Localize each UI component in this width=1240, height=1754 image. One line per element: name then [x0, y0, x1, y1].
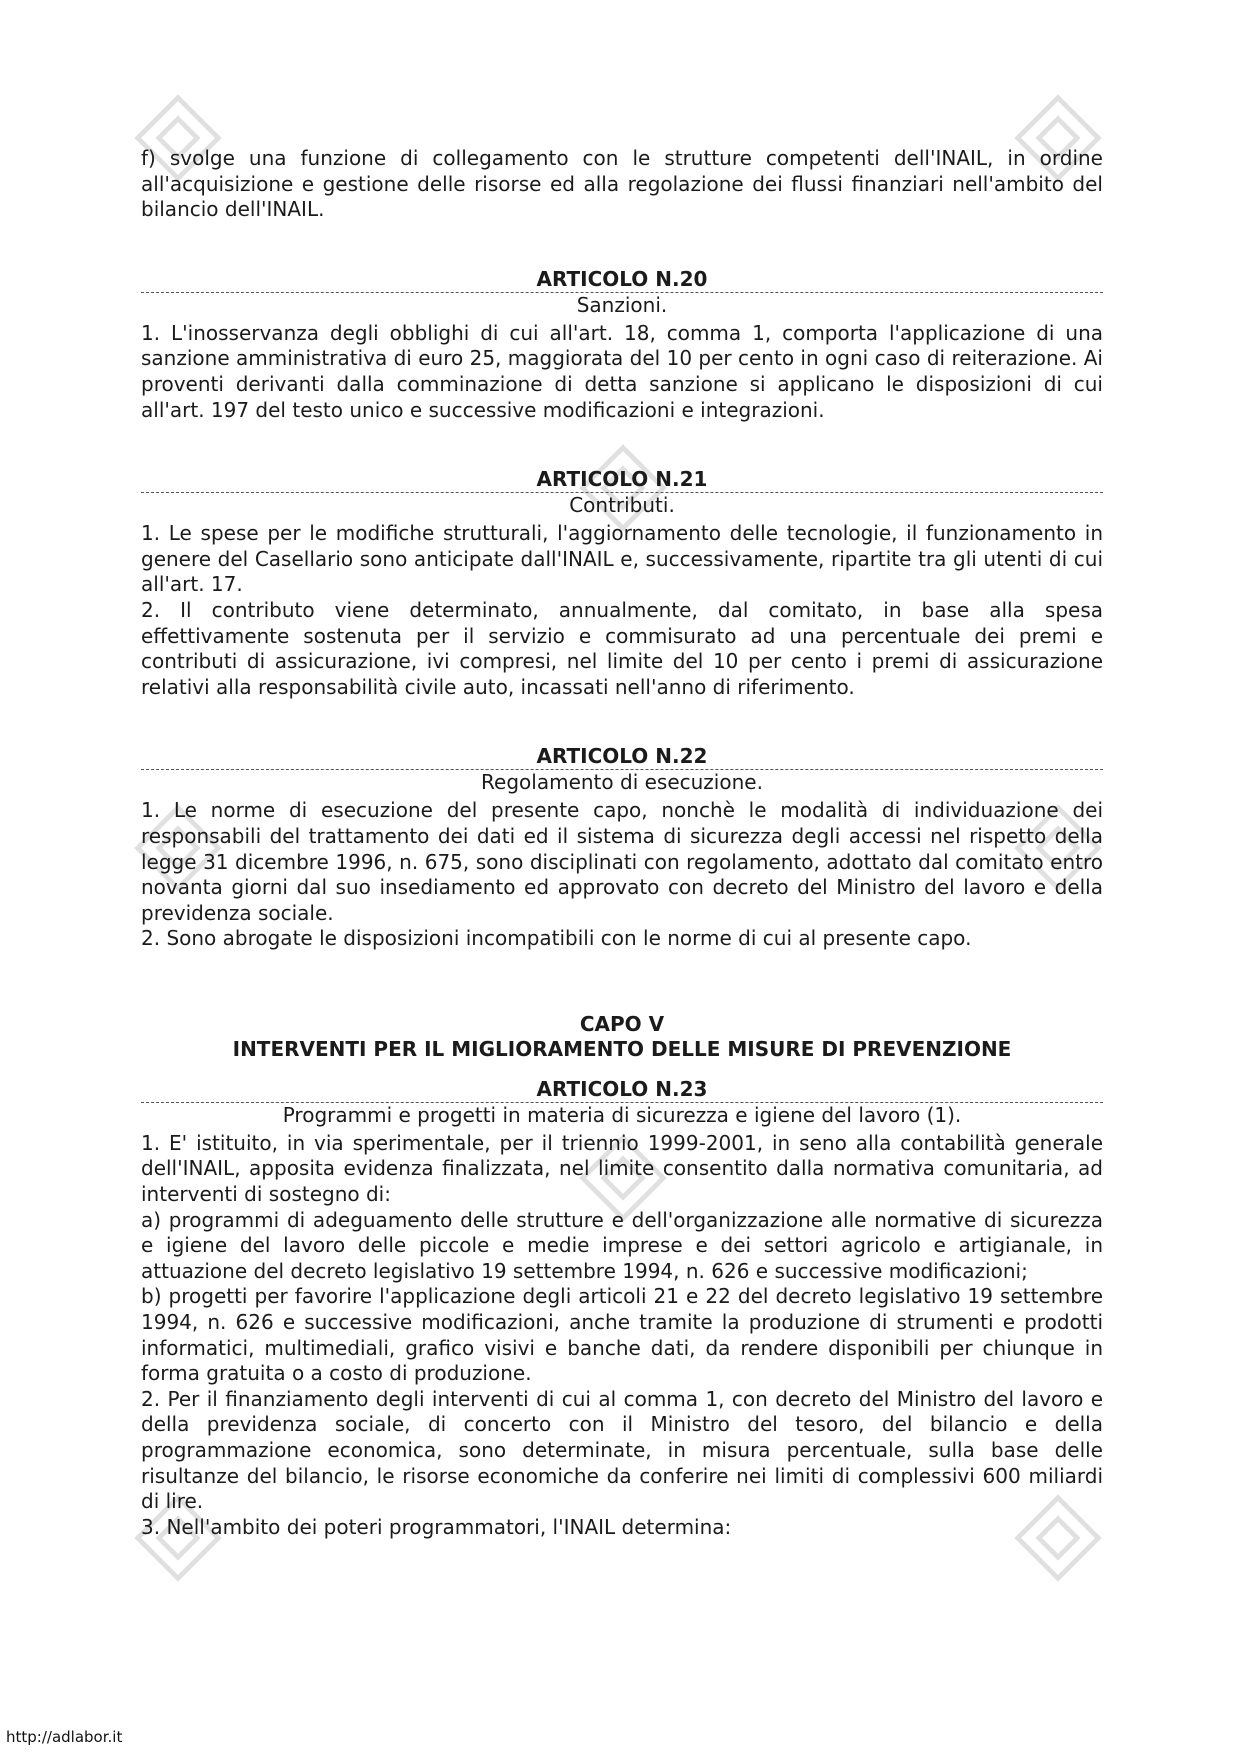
- article-title: Regolamento di esecuzione.: [481, 770, 763, 795]
- article-paragraph: b) progetti per favorire l'applicazione degli articoli 21 e 22 del decreto legislativo 19 settembre 1994, n. 626 e successive modificazioni, anche tramite la produzione di strumenti e prodotti informatici, multimediali, grafico visivi e banche dati, da rendere disponibili per chiunque in forma gratuita o a costo di produzione.: [141, 1284, 1103, 1386]
- article-paragraph: 1. L'inosservanza degli obblighi di cui all'art. 18, comma 1, comporta l'applicazione di una sanzione amministrativa di euro 25, maggiorata del 10 per cento in ogni caso di reiterazione. Ai proventi derivanti dalla comminazione di detta sanzione si applicano le disposizioni di cui all'art. 197 del testo unico e successive modificazioni e integrazioni.: [141, 320, 1103, 422]
- article-heading: ARTICOLO N.23: [536, 1076, 708, 1101]
- document-body: [141, 146, 1103, 1540]
- article-paragraph: 1. Le norme di esecuzione del presente capo, nonchè le modalità di individuazione dei responsabili del trattamento dei dati ed il sistema di sicurezza degli accessi nel rispetto della legge 31 dicembre 1996, n. 675, sono disciplinati con regolamento, adottato dal comitato entro novanta giorni dal suo insediamento ed approvato con decreto del Ministro del lavoro e della previdenza sociale.: [141, 798, 1103, 925]
- footer-url[interactable]: http://adlabor.it: [6, 1728, 123, 1746]
- article-heading: ARTICOLO N.21: [536, 467, 708, 492]
- article-20: [141, 267, 1103, 423]
- article-heading: ARTICOLO N.22: [536, 744, 708, 769]
- article-heading: ARTICOLO N.20: [536, 266, 708, 291]
- article-title: Sanzioni.: [576, 292, 668, 317]
- article-title: Programmi e progetti in materia di sicurezza e igiene del lavoro (1).: [282, 1102, 962, 1127]
- article-paragraph: 3. Nell'ambito dei poteri programmatori, l'INAIL determina:: [141, 1514, 732, 1539]
- article-paragraph: a) programmi di adeguamento delle strutture e dell'organizzazione alle normative di sicurezza e igiene del lavoro delle piccole e medie imprese e dei settori agricolo e artigianale, in attuazione del decreto legislativo 19 settembre 1994, n. 626 e successive modificazioni;: [141, 1207, 1103, 1283]
- article-21: [141, 467, 1103, 700]
- chapter-number: CAPO V: [579, 1011, 665, 1036]
- article-paragraph: 2. Per il finanziamento degli interventi di cui al comma 1, con decreto del Ministro del lavoro e della previdenza sociale, di concerto con il Ministro del tesoro, del bilancio e della programmazione economica, sono determinate, in misura percentuale, sulla base delle risultanze del bilancio, le risorse economiche da conferire nei limiti di complessivi 600 miliardi di lire.: [141, 1386, 1103, 1514]
- article-paragraph: 1. Le spese per le modifiche strutturali, l'aggiornamento delle tecnologie, il funzionamento in genere del Casellario sono anticipate dall'INAIL e, successivamente, ripartite tra gli utenti di cui all'art. 17.: [141, 521, 1103, 597]
- article-paragraph: 2. Sono abrogate le disposizioni incompatibili con le norme di cui al presente capo.: [141, 926, 972, 951]
- article-paragraph: 1. E' istituito, in via sperimentale, per il triennio 1999-2001, in seno alla contabilità generale dell'INAIL, apposita evidenza finalizzata, nel limite consentito dalla normativa comunitaria, ad interventi di sostegno di:: [141, 1130, 1103, 1207]
- chapter-heading: [141, 1012, 1103, 1063]
- article-title: Contributi.: [569, 493, 675, 518]
- article-23: [141, 1077, 1103, 1541]
- article-22: [141, 744, 1103, 952]
- chapter-title: INTERVENTI PER IL MIGLIORAMENTO DELLE MISURE DI PREVENZIONE: [232, 1037, 1012, 1062]
- article-paragraph: 2. Il contributo viene determinato, annualmente, dal comitato, in base alla spesa effettivamente sostenuta per il servizio e commisurato ad una percentuale dei premi e contributi di assicurazione, ivi compresi, nel limite del 10 per cento i premi di assicurazione relativi alla responsabilità civile auto, incassati nell'anno di riferimento.: [141, 597, 1103, 699]
- intro-paragraph: f) svolge una funzione di collegamento con le strutture competenti dell'INAIL, in ordine all'acquisizione e gestione delle risorse ed alla regolazione dei flussi finanziari nell'ambito del bilancio dell'INAIL.: [141, 146, 1103, 222]
